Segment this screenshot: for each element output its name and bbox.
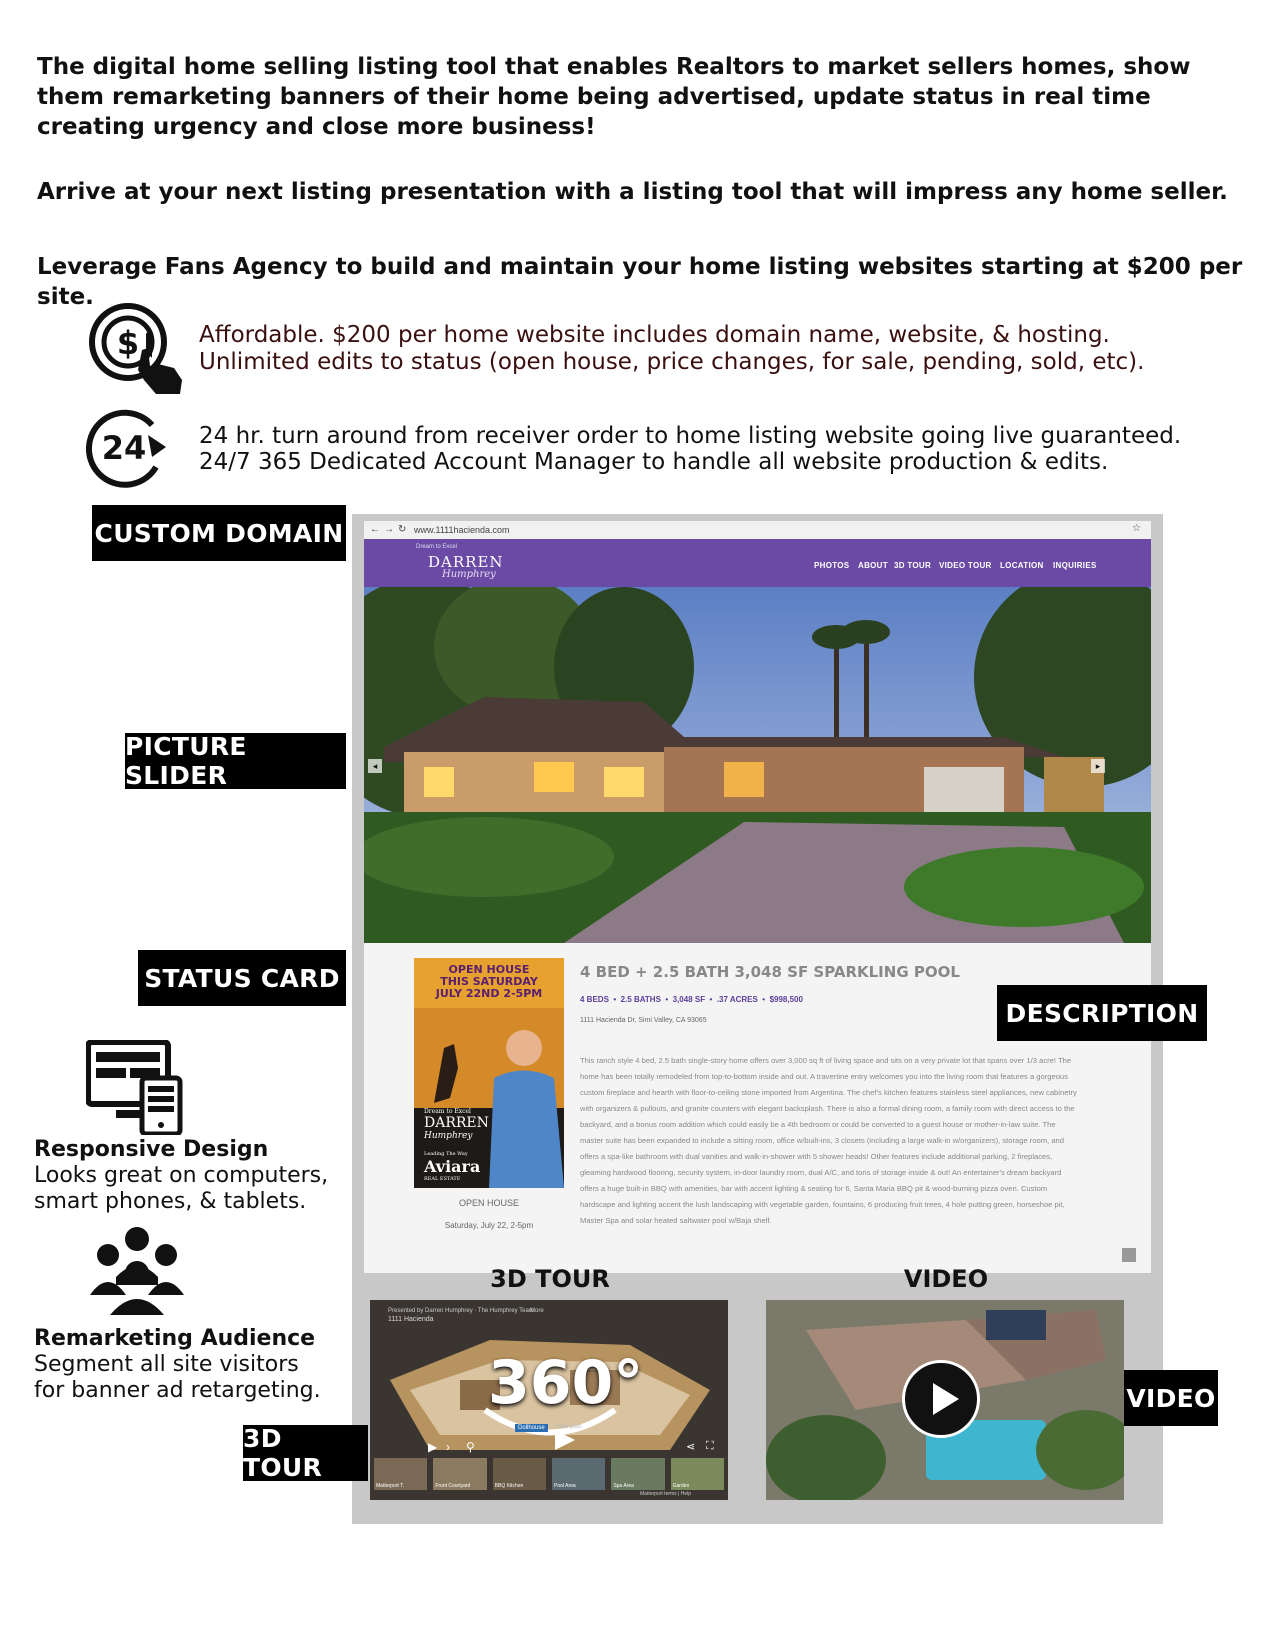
status-line-3: JULY 22ND 2-5PM — [435, 987, 543, 1000]
rotate-arrow-icon — [475, 1400, 625, 1450]
next-chevron-icon[interactable]: › — [446, 1440, 450, 1454]
tour-footer[interactable]: Matterport terms | Help — [640, 1491, 692, 1497]
status-date: Saturday, July 22, 2-5pm — [444, 1221, 534, 1230]
nav-3d-tour[interactable]: 3D TOUR — [894, 561, 932, 570]
nav-video-tour[interactable]: VIDEO TOUR — [939, 561, 992, 570]
stat-beds: 4 BEDS — [580, 995, 609, 1004]
tour-thumb[interactable]: Spa Area — [611, 1458, 664, 1490]
listing-title: 4 BED + 2.5 BATH 3,048 SF SPARKLING POOL — [580, 963, 960, 981]
responsive-devices-icon — [86, 1040, 186, 1135]
reload-icon[interactable]: ↻ — [398, 524, 407, 535]
status-line-1: OPEN HOUSE — [448, 963, 530, 976]
card-agent-surname: Humphrey — [424, 1131, 473, 1141]
slider-prev-arrow-icon[interactable]: ◂ — [368, 759, 382, 773]
audience-group-icon — [86, 1225, 188, 1317]
listing-stats: 4 BEDS • 2.5 BATHS • 3,048 SF • .37 ACRES • $998,500 — [580, 995, 803, 1004]
label-picture-slider: PICTURE SLIDER — [125, 733, 346, 789]
intro-paragraph-3: Leverage Fans Agency to build and maintain your home listing websites starting at $200 per site. — [37, 254, 1243, 310]
dollar-hand-icon — [86, 300, 191, 395]
browser-chrome — [364, 521, 1151, 540]
nav-about[interactable]: ABOUT — [858, 561, 888, 570]
status-caption: OPEN HOUSE — [458, 1198, 519, 1208]
listing-description: This ranch style 4 bed, 2.5 bath single-story home offers over 3,000 sq ft of living space and sits on a very private lot that spans over 1/3 acre! The home has been totally remodeled from top-to-bottom inside and out. A travertine entry welcomes you into the living room that features a gorgeous custom fireplace and hearth with floor-to-ceiling stone imported from Argentina. The chef's kitchen features stainless steel appliances, new cabinetry with organizers & pullouts, and granite counters with elegant backsplash. There is also a formal dining room, a family room with direct access to the backyard, and a bonus room addition which could easily be a 4th bedroom or could be converted to a guest house or mother-in-law suite. The master suite has been expanded to include a sitting room, office w/built-ins, 3 closets (including a large walk-in w/organizers), storage room, and offers a spa-like bathroom with dual vanities and walk-in-shower with 5 shower heads! Other features include additional parking, 2 fireplaces, gleaming hardwood flooring, security system, in-door laundry room, dual A/C, and tons of storage inside & out! An entertainer's dream backyard offers a huge built-in BBQ with amenities, bar with accent lighting & seating for 6, Santa Maria BBQ pit & wood-burning pizza oven. Custom hardscape and lighting accent the lush landscaping with vegetable garden, fountains, 6 producing fruit trees, 4 hole putting green, horseshoe pit, Master Spa and solar heated saltwater pool w/Baja shelf. — [580, 1056, 1077, 1225]
remarketing-text-2: for banner ad retargeting. — [34, 1378, 321, 1403]
tour-more[interactable]: More — [530, 1308, 544, 1314]
card-agent-name: DARREN — [424, 1115, 489, 1131]
play-icon — [905, 1363, 977, 1435]
nav-location[interactable]: LOCATION — [1000, 561, 1044, 570]
card-brokerage: Aviara — [424, 1157, 481, 1176]
stat-price: $998,500 — [769, 995, 803, 1004]
heading-3d-tour: 3D TOUR — [490, 1265, 610, 1293]
tour-thumbnails — [374, 1458, 724, 1490]
heading-video: VIDEO — [903, 1265, 989, 1293]
feature-2-line-1: 24 hr. turn around from receiver order to home listing website going live guaranteed. — [199, 423, 1182, 449]
svg-text:24: 24 — [101, 429, 147, 467]
tour-thumb[interactable]: Front Courtyard — [433, 1458, 486, 1490]
responsive-text-2: smart phones, & tablets. — [34, 1189, 307, 1214]
tour-presented-by: Presented by Darren Humphrey · The Humphrey Team — [388, 1308, 534, 1314]
status-line-2: THIS SATURDAY — [440, 975, 538, 988]
back-arrow-icon[interactable]: ← — [370, 524, 380, 535]
remarketing-title: Remarketing Audience — [34, 1326, 316, 1351]
tour-360-badge: 360° — [488, 1348, 644, 1418]
feature-1-line-2: Unlimited edits to status (open house, price changes, for sale, pending, sold, etc). — [199, 349, 1145, 375]
brand-name[interactable]: DARREN — [428, 553, 504, 571]
share-icon[interactable]: ⋖ — [686, 1441, 696, 1453]
feature-2-line-2: 24/7 365 Dedicated Account Manager to handle all website production & edits. — [199, 449, 1109, 475]
tour-thumb[interactable]: Pool Area — [552, 1458, 605, 1490]
card-agent-tag: Dream to Excel — [424, 1108, 471, 1115]
play-tour-icon[interactable]: ▶ — [428, 1440, 438, 1454]
picture-slider[interactable] — [364, 587, 1151, 943]
card-brokerage-sub: REAL ESTATE — [424, 1176, 461, 1182]
floorplan-toggle[interactable]: Floor plan — [555, 1424, 582, 1430]
responsive-text-1: Looks great on computers, — [34, 1163, 329, 1188]
house-photo — [364, 587, 1151, 943]
tour-address: 1111 Hacienda — [388, 1316, 434, 1323]
play-button[interactable] — [902, 1360, 980, 1438]
label-status-card: STATUS CARD — [138, 950, 346, 1006]
address-bar[interactable]: www.1111hacienda.com — [414, 525, 510, 535]
nav-inquiries[interactable]: INQUIRIES — [1053, 561, 1097, 570]
listing-address: 1111 Hacienda Dr, Simi Valley, CA 93065 — [580, 1017, 707, 1024]
tour-thumb[interactable]: Garden — [671, 1458, 724, 1490]
intro-paragraph-2: Arrive at your next listing presentation with a listing tool that will impress any home seller. — [37, 179, 1228, 205]
nav-photos[interactable]: PHOTOS — [814, 561, 850, 570]
label-custom-domain: CUSTOM DOMAIN — [92, 505, 346, 561]
stat-acres: .37 ACRES — [716, 995, 758, 1004]
walk-icon[interactable]: ⚲ — [466, 1440, 475, 1454]
label-3d-tour: 3D TOUR — [243, 1425, 368, 1481]
tour-thumb[interactable]: Matterport T. — [374, 1458, 427, 1490]
site-navbar — [364, 539, 1151, 587]
stat-baths: 2.5 BATHS — [620, 995, 661, 1004]
remarketing-text-1: Segment all site visitors — [34, 1352, 299, 1377]
intro-paragraph-1: The digital home selling listing tool that enables Realtors to market sellers homes, show them remarketing banners of their home being advertised, update status in real time creating urgency and close more business! — [37, 54, 1191, 140]
dollhouse-toggle[interactable]: Dollhouse — [515, 1424, 548, 1432]
svg-text:$: $ — [116, 324, 140, 362]
24-hour-icon — [86, 405, 176, 490]
card-leading: Leading The Way — [424, 1151, 468, 1157]
bookmark-star-icon[interactable]: ☆ — [1132, 523, 1141, 534]
responsive-title: Responsive Design — [34, 1137, 269, 1162]
tour-thumb[interactable]: BBQ Kitchen — [493, 1458, 546, 1490]
brand-surname: Humphrey — [442, 569, 496, 580]
slider-next-arrow-icon[interactable]: ▸ — [1091, 759, 1105, 773]
video-player[interactable] — [766, 1300, 1124, 1500]
feature-1-line-1: Affordable. $200 per home website includes domain name, website, & hosting. — [199, 322, 1110, 348]
label-video: VIDEO — [1124, 1370, 1218, 1426]
brand-tagline: Dream to Excel — [416, 544, 458, 550]
status-card — [414, 958, 564, 1188]
label-description: DESCRIPTION — [997, 985, 1207, 1041]
forward-arrow-icon[interactable]: → — [384, 524, 394, 535]
fullscreen-icon[interactable]: ⛶ — [706, 1440, 714, 1452]
stat-sqft: 3,048 SF — [672, 995, 706, 1004]
scroll-top-button[interactable] — [1122, 1248, 1136, 1262]
browser-mockup — [364, 521, 1151, 1273]
3d-tour-viewer[interactable] — [370, 1300, 728, 1500]
